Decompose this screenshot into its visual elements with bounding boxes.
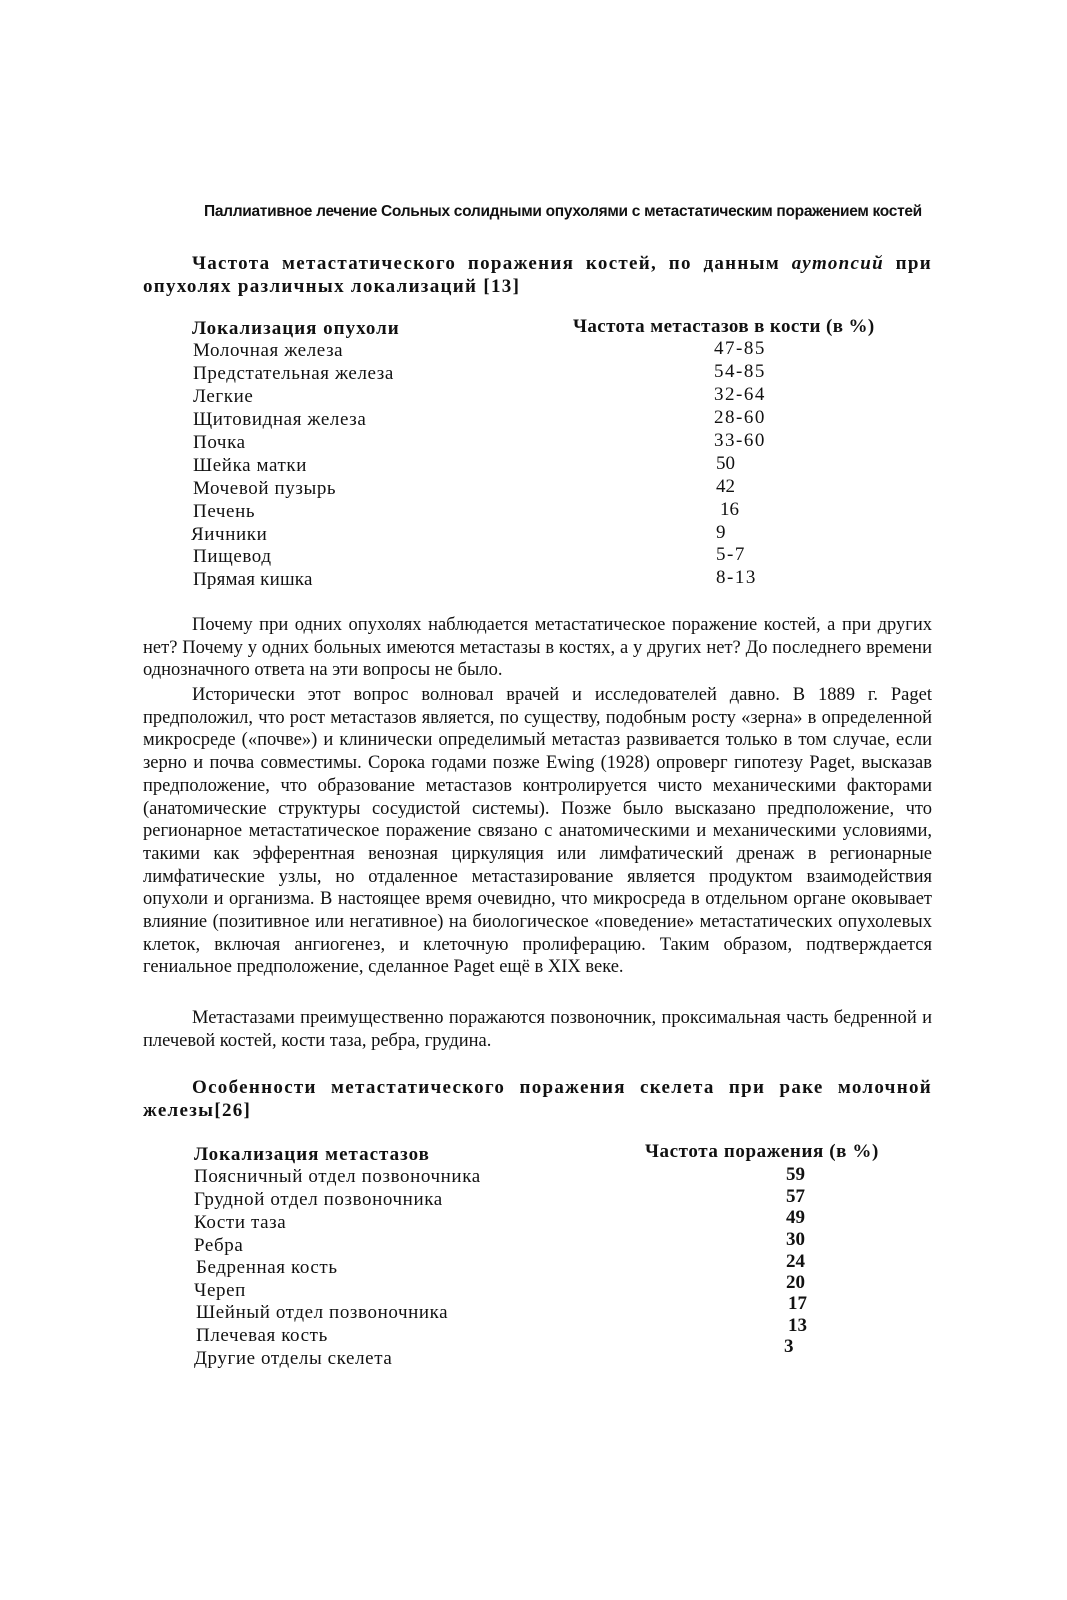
running-header: Паллиативное лечение Сольных солидными опухолями с метастатическим поражением костей [204,203,922,220]
table1-value: 16 [720,499,739,520]
table1-caption-line1 [192,252,932,275]
table2-value: 30 [786,1229,805,1250]
table1-value: 28-60 [714,407,766,428]
table1-caption-italic: аутопсий [791,253,884,274]
table1-value: 8-13 [716,567,757,588]
table1-value: 9 [716,522,726,543]
table1-value: 54-85 [714,361,766,382]
table2-value: 17 [788,1293,807,1314]
table2-col-right: Частота поражения (в %) [645,1141,879,1162]
table1-site: Яичники [191,524,268,545]
table1-value: 42 [716,476,735,497]
table2-site: Кости таза [194,1212,287,1233]
table1-caption-tail: при [883,253,932,274]
table2-value: 59 [786,1164,805,1185]
table1-value: 32-64 [714,384,766,405]
table2-caption-line2: железы[26] [143,1100,252,1121]
table2-value: 3 [784,1336,794,1357]
table1-caption-text: Частота метастатического поражения костей, по данным [192,253,792,274]
table2-site: Шейный отдел позвоночника [196,1302,449,1323]
table1-value: 33-60 [714,430,766,451]
table1-site: Шейка матки [193,455,308,476]
table2-site: Другие отделы скелета [194,1348,393,1369]
table2-site: Череп [194,1280,246,1301]
table1-site: Предстательная железа [193,363,394,384]
table1-site: Мочевой пузырь [193,478,337,499]
table1-value: 5-7 [716,544,746,565]
table2-site: Ребра [194,1235,244,1256]
table2-site: Поясничный отдел позвоночника [194,1166,481,1187]
table2-caption-line1: Особенности метастатического поражения скелета при раке молочной [192,1077,932,1098]
table2-value: 57 [786,1186,805,1207]
table1-site: Молочная железа [193,340,344,361]
paragraph: Метастазами преимущественно поражаются позвоночник, проксимальная часть бедренной и плечевой костей, кости таза, ребра, грудина. [143,1008,932,1051]
table1-value: 47-85 [714,338,766,359]
table2-col-left: Локализация метастазов [194,1144,430,1165]
paragraph: Исторически этот вопрос волновал врачей и исследователей давно. В 1889 г. Paget предположил, что рост метастазов является, по существу, подобным росту «зерна» в определенной микросреде («почве») и клинически определимый метастаз развивается только в том случае, если зерно и почва совместимы. Сорока годами позже Ewing (1928) опроверг гипотезу Paget, высказав предположение, что образование метастазов контролируется чисто механическими факторами (анатомические структуры сосудистой системы). Позже было высказано предположение, что регионарное метастатическое поражение связано с анатомическими и механическими условиями, такими как эфферентная венозная циркуляция или лимфатический дренаж в регионарные лимфатические узлы, но отдаленное метастазирование является продуктом взаимодействия опухоли и организма. В настоящее время очевидно, что микросреда в отдельном органе оковывает влияние (позитивное или негативное) на биологическое «поведение» метастатических опухолевых клеток, включая ангиогенез, и клеточную пролиферацию. Таким образом, подтверждается гениальное предположение, сделанное Paget ещё в XIX веке. [143,685,932,978]
table2-site: Бедренная кость [196,1257,338,1278]
table2-value: 49 [786,1207,805,1228]
table2-value: 24 [786,1251,805,1272]
table1-col-right: Частота метастазов в кости (в %) [573,316,875,337]
table1-site: Легкие [193,386,254,407]
paragraph: Почему при одних опухолях наблюдается метастатическое поражение костей, а при других нет? Почему у одних больных имеются метастазы в костях, а у других нет? До последнего времени однозначного ответа на эти вопросы не было. [143,615,932,681]
table1-site: Печень [193,501,256,522]
table1-value: 50 [716,453,735,474]
table1-col-left: Локализация опухоли [192,318,400,339]
table1-site: Пищевод [193,546,272,567]
table1-site: Прямая кишка [193,569,313,590]
table1-site: Почка [193,432,246,453]
table1-site: Щитовидная железа [193,409,367,430]
table2-site: Плечевая кость [196,1325,328,1346]
table2-value: 20 [786,1272,805,1293]
table1-caption-line2: опухолях различных локализаций [13] [143,276,521,297]
table2-value: 13 [788,1315,807,1336]
table2-site: Грудной отдел позвоночника [194,1189,443,1210]
